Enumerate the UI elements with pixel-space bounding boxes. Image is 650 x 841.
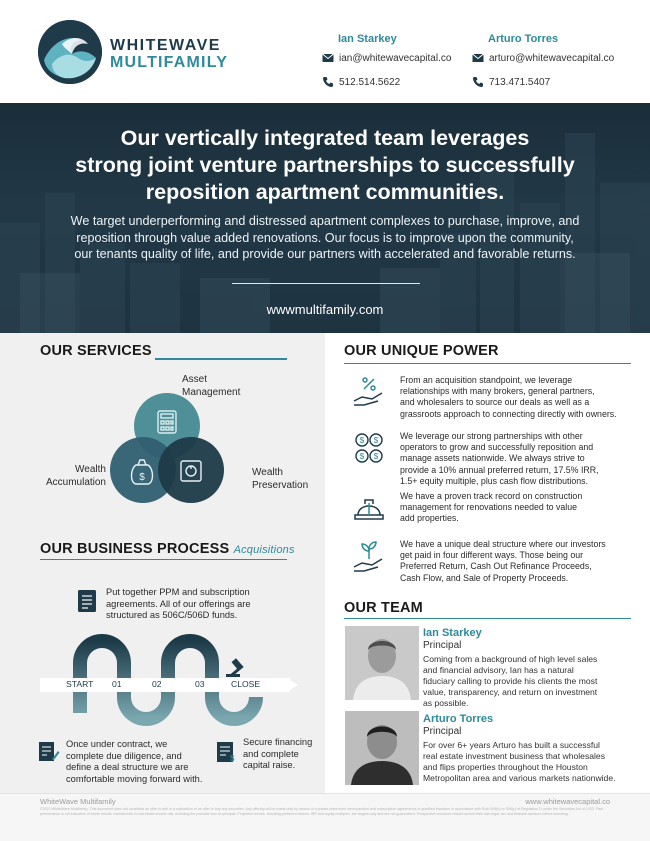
contact-ian bbox=[322, 33, 451, 99]
power-line: get paid in four different ways. Those being our bbox=[400, 550, 584, 561]
avatar bbox=[345, 626, 419, 700]
brand-wordmark bbox=[110, 37, 228, 71]
process-close-label: CLOSE bbox=[231, 679, 261, 689]
hero-title-line: Our vertically integrated team leverages bbox=[120, 126, 530, 150]
services-venn-diagram bbox=[105, 385, 230, 505]
process-title-main: OUR BUSINESS PROCESS bbox=[40, 541, 230, 557]
dollar-cycle-icon bbox=[350, 431, 388, 465]
financing-document-icon bbox=[216, 741, 236, 763]
service-label: Asset bbox=[182, 374, 208, 385]
brand-line-1: WHITEWAVE bbox=[110, 37, 221, 54]
contact-name: Arturo Torres bbox=[488, 33, 559, 45]
bio-line: real estate investment business that wholesales bbox=[423, 751, 606, 761]
process-title bbox=[40, 541, 295, 557]
power-line: provide a 10% annual preferred return, 17.5% IRR, bbox=[400, 464, 599, 475]
process-text-line: complete due diligence, and bbox=[66, 750, 182, 761]
power-line: 1.5+ equity multiple, plus cash flow distributions. bbox=[400, 475, 589, 486]
power-line: grassroots approach to connecting directly with owners. bbox=[400, 408, 617, 419]
footer-brand: WhiteWave Multifamily bbox=[40, 797, 116, 806]
contact-arturo bbox=[472, 33, 614, 99]
process-step-2-text bbox=[66, 739, 202, 785]
hero-desc-line: We target underperforming and distressed apartment complexes to purchase, improve, and bbox=[70, 214, 580, 228]
logo-wave-icon bbox=[38, 20, 102, 84]
bio-line: value, transparency, and return on investment bbox=[423, 687, 598, 697]
portrait-photo bbox=[345, 626, 419, 700]
team-rule bbox=[344, 618, 631, 619]
bio-line: Coming from a background of high level sales bbox=[423, 654, 598, 664]
power-line: add properties. bbox=[400, 513, 459, 524]
process-text-line: structured as 506C/506D funds. bbox=[106, 610, 238, 620]
power-item-sourcing bbox=[400, 375, 628, 420]
hero-title-line: reposition apartment communities. bbox=[145, 180, 505, 204]
process-subtitle: Acquisitions bbox=[233, 544, 295, 556]
document-icon bbox=[77, 589, 97, 613]
contact-name: Ian Starkey bbox=[338, 33, 397, 45]
process-text-line: Put together PPM and subscription bbox=[106, 587, 250, 597]
bio-line: For over 6+ years Arturo has built a successful bbox=[423, 740, 600, 750]
process-step-01: 01 bbox=[112, 679, 122, 689]
team-member-bio bbox=[423, 654, 638, 709]
phone-icon bbox=[322, 76, 334, 88]
team-title: OUR TEAM bbox=[344, 600, 423, 616]
process-step-02: 02 bbox=[152, 679, 162, 689]
hand-percent-icon bbox=[350, 375, 388, 409]
avatar bbox=[345, 711, 419, 785]
bio-line: fiduciary calling to provide his clients the most bbox=[423, 676, 598, 686]
bio-line: and financial advisory, Ian has a natural bbox=[423, 665, 574, 675]
services-rule bbox=[155, 358, 287, 360]
process-start-label: START bbox=[66, 679, 94, 689]
contact-phone-row[interactable] bbox=[322, 75, 451, 89]
team-member-role: Principal bbox=[423, 726, 462, 737]
service-wealth-accumulation bbox=[40, 464, 106, 489]
process-text-line: capital raise. bbox=[243, 760, 296, 770]
contract-icon bbox=[38, 741, 60, 763]
power-line: operators to grow and successfully reposition and bbox=[400, 442, 594, 453]
power-item-construction bbox=[400, 491, 628, 525]
contact-email[interactable]: arturo@whitewavecapital.co bbox=[489, 52, 615, 64]
svg-text:$: $ bbox=[359, 452, 365, 461]
process-text-line: agreements. All of our offerings are bbox=[106, 598, 251, 609]
team-member-role: Principal bbox=[423, 640, 462, 651]
brand-line-2: MULTIFAMILY bbox=[110, 54, 229, 71]
service-wealth-preservation bbox=[252, 467, 308, 492]
hero-website-link[interactable]: wwwmultifamily.com bbox=[266, 302, 384, 317]
hero-title-line: strong joint venture partnerships to successfully bbox=[75, 153, 575, 177]
svg-text:$: $ bbox=[139, 472, 145, 483]
process-step-1-text bbox=[106, 587, 251, 622]
team-member-name: Ian Starkey bbox=[423, 627, 482, 639]
service-label: Preservation bbox=[252, 479, 309, 491]
hero-divider bbox=[232, 283, 420, 284]
services-title: OUR SERVICES bbox=[40, 343, 152, 359]
hero-banner bbox=[0, 103, 650, 333]
hero-title bbox=[30, 125, 620, 206]
hero-desc-line: our tenants quality of life, and provide our partners with accelerated and favorable returns. bbox=[74, 247, 576, 261]
power-line: We leverage our strong partnerships with other bbox=[400, 431, 583, 441]
contact-email-row[interactable] bbox=[472, 51, 614, 65]
process-text-line: Once under contract, we bbox=[66, 739, 168, 749]
process-text-line: and complete bbox=[243, 748, 299, 759]
svg-text:$: $ bbox=[230, 754, 235, 763]
gavel-icon bbox=[226, 658, 244, 677]
envelope-icon bbox=[322, 52, 334, 64]
power-title: OUR UNIQUE POWER bbox=[344, 343, 499, 359]
hero-desc-line: reposition through value added renovations. Our focus is to improve upon the community, bbox=[76, 230, 574, 245]
power-line: Cash Flow, and Sale of Property Proceeds. bbox=[400, 572, 569, 583]
header bbox=[0, 0, 650, 103]
power-line: We have a unique deal structure where our investors bbox=[400, 539, 606, 549]
hand-plant-icon bbox=[350, 539, 388, 573]
power-line: We have a proven track record on construction bbox=[400, 491, 583, 501]
power-line: Preferred Return, Cash Out Refinance Proceeds, bbox=[400, 561, 592, 572]
power-item-deal-structure bbox=[400, 539, 628, 584]
left-column bbox=[0, 333, 325, 793]
bio-line: Metropolitan area and various markets nationwide. bbox=[423, 773, 616, 783]
svg-text:$: $ bbox=[359, 436, 365, 445]
contact-phone[interactable]: 713.471.5407 bbox=[489, 76, 551, 88]
power-rule bbox=[344, 363, 631, 364]
footer-website[interactable]: www.whitewavecapital.co bbox=[525, 797, 610, 806]
power-line: From an acquisition standpoint, we leverage bbox=[400, 375, 573, 385]
contact-email-row[interactable] bbox=[322, 51, 451, 65]
service-label: Wealth bbox=[75, 464, 106, 475]
power-line: management for renovations needed to value bbox=[400, 502, 578, 513]
team-member-bio bbox=[423, 740, 638, 784]
footer bbox=[0, 793, 650, 841]
phone-icon bbox=[472, 76, 484, 88]
service-label: Wealth bbox=[252, 467, 283, 478]
hero-description bbox=[40, 213, 610, 263]
process-text-line: Secure financing bbox=[243, 737, 313, 747]
power-line: manage assets nationwide. We always strive to bbox=[400, 453, 585, 464]
power-line: relationships with many brokers, general partners, bbox=[400, 386, 595, 397]
team-member-name: Arturo Torres bbox=[423, 713, 494, 725]
footer-disclaimer: ©2023 WhiteWave Multifamily. This document does not constitute an offer to sell or a solicitation of an offer to buy any securities. Any offering will be made only by means of a private placement memorandum and subscription agreements to qualified investors in accordance with Rule 506(b) or 506(c) of Regulation D under the Securities Act of 1933. Past performance is not indicative of future results. Investments in real estate involve risk, including the possible loss of principal. Projected returns, including preferred returns, IRR and equity multiples, are targets only and are not guaranteed. Prospective investors should consult their own legal, tax and financial advisors before investing. bbox=[40, 807, 603, 816]
envelope-icon bbox=[472, 52, 484, 64]
service-label: Accumulation bbox=[45, 476, 106, 488]
right-column bbox=[325, 333, 650, 793]
svg-text:$: $ bbox=[373, 452, 379, 461]
process-text-line: define a deal structure we are bbox=[66, 762, 189, 772]
power-item-partnerships bbox=[400, 431, 628, 487]
contact-phone-row[interactable] bbox=[472, 75, 614, 89]
bio-line: as possible. bbox=[423, 698, 469, 708]
service-asset-management bbox=[182, 374, 240, 399]
contact-email[interactable]: ian@whitewavecapital.co bbox=[339, 52, 452, 64]
process-text-line: comfortable moving forward with. bbox=[66, 773, 203, 784]
process-rule bbox=[40, 559, 287, 560]
process-step-3-text bbox=[243, 737, 312, 772]
svg-text:$: $ bbox=[373, 436, 379, 445]
service-label: Management bbox=[182, 386, 241, 398]
portrait-photo bbox=[345, 711, 419, 785]
contact-phone[interactable]: 512.514.5622 bbox=[339, 76, 401, 88]
process-step-03: 03 bbox=[195, 679, 205, 689]
power-line: and wholesalers to source our deals as well as a bbox=[400, 397, 590, 408]
bio-line: and flips properties throughout the Houston bbox=[423, 762, 588, 772]
hard-hat-icon bbox=[350, 491, 388, 525]
